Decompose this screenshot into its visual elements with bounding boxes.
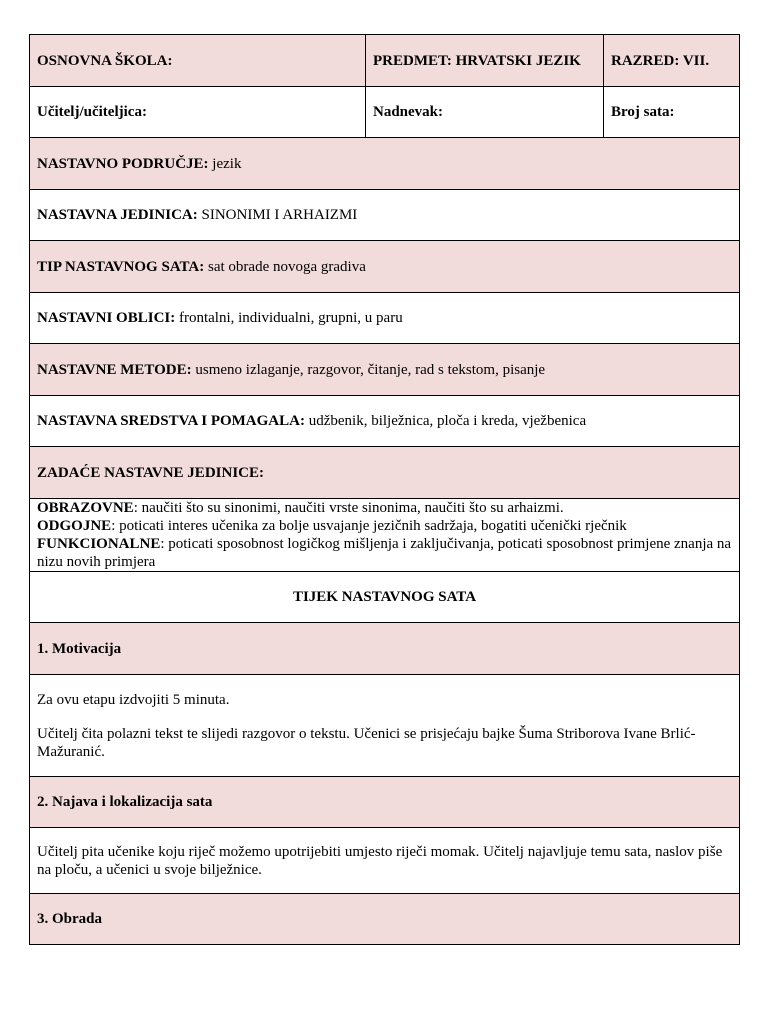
field-cell (30, 344, 740, 396)
section-title-row (30, 623, 740, 675)
tasks-cell (30, 499, 740, 572)
field-row-methods (30, 344, 740, 396)
section-title-row (30, 777, 740, 828)
functional-label: FUNKCIONALNE (37, 536, 161, 552)
field-row-forms (30, 293, 740, 344)
functional-text: : poticati sposobnost logičkog mišljenja i zaključivanja, poticati sposobnost primjene znanja na nizu novih primjera (37, 536, 732, 570)
grade-cell: RAZRED: VII. (604, 35, 740, 87)
field-label: NASTAVNE METODE: (37, 361, 192, 378)
section-body-row (30, 828, 740, 894)
field-value: udžbenik, bilježnica, ploča i kreda, vježbenica (304, 413, 587, 429)
section-title-row (30, 894, 740, 945)
teacher-cell: Učitelj/učiteljica: (30, 87, 366, 138)
date-cell: Nadnevak: (366, 87, 604, 138)
flow-heading: TIJEK NASTAVNOG SATA (30, 572, 740, 623)
field-row-lesson-unit (30, 190, 740, 241)
field-cell (30, 396, 740, 447)
field-value: SINONIMI I ARHAIZMI (197, 207, 358, 223)
field-cell (30, 190, 740, 241)
educational-text: : naučiti što su sinonimi, naučiti vrste sinonima, naučiti što su arhaizmi. (133, 500, 564, 516)
field-row-subject-area (30, 138, 740, 190)
field-cell (30, 138, 740, 190)
functional-task (37, 535, 732, 571)
field-value: usmeno izlaganje, razgovor, čitanje, rad s tekstom, pisanje (191, 361, 546, 378)
field-value: jezik (208, 155, 242, 172)
field-label: NASTAVNO PODRUČJE: (37, 155, 209, 172)
section-body-announcement (30, 828, 740, 894)
section-body-row (30, 675, 740, 777)
flow-heading-row (30, 572, 740, 623)
section-title-processing: 3. Obrada (30, 894, 740, 945)
section-title-motivation: 1. Motivacija (30, 623, 740, 675)
section-paragraph: Učitelj pita učenike koju riječ možemo upotrijebiti umjesto riječi momak. Učitelj najavljuje temu sata, naslov piše na ploču, a učenici u svoje bilježnice. (37, 843, 723, 878)
field-row-resources (30, 396, 740, 447)
upbringing-text: : poticati interes učenika za bolje usvajanje jezičnih sadržaja, bogatiti učenički rječnik (111, 518, 627, 534)
section-paragraph: Učitelj čita polazni tekst te slijedi razgovor o tekstu. Učenici se prisjećaju bajke Šuma Striborova Ivane Brlić-Mažuranić. (37, 725, 696, 760)
field-value: frontalni, individualni, grupni, u paru (175, 310, 403, 326)
upbringing-task (37, 517, 732, 535)
field-cell (30, 293, 740, 344)
field-label: NASTAVNA SREDSTVA I POMAGALA: (37, 413, 305, 429)
field-row-lesson-type (30, 241, 740, 293)
tasks-heading: ZADAĆE NASTAVNE JEDINICE: (30, 447, 740, 499)
lesson-plan-table (29, 34, 740, 945)
upbringing-label: ODGOJNE (37, 518, 112, 534)
field-cell (30, 241, 740, 293)
section-body-motivation (30, 675, 740, 777)
field-label: NASTAVNA JEDINICA: (37, 207, 198, 223)
tasks-row (30, 499, 740, 572)
school-cell: OSNOVNA ŠKOLA: (30, 35, 366, 87)
field-label: NASTAVNI OBLICI: (37, 310, 176, 326)
section-paragraph: Za ovu etapu izdvojiti 5 minuta. (37, 691, 230, 708)
field-value: sat obrade novoga gradiva (204, 258, 366, 275)
section-title-announcement: 2. Najava i lokalizacija sata (30, 777, 740, 828)
header-row-2 (30, 87, 740, 138)
educational-task (37, 499, 732, 517)
educational-label: OBRAZOVNE (37, 500, 134, 516)
field-label: TIP NASTAVNOG SATA: (37, 258, 205, 275)
header-row-1 (30, 35, 740, 87)
lesson-number-cell: Broj sata: (604, 87, 740, 138)
subject-cell: PREDMET: HRVATSKI JEZIK (366, 35, 604, 87)
tasks-heading-row (30, 447, 740, 499)
